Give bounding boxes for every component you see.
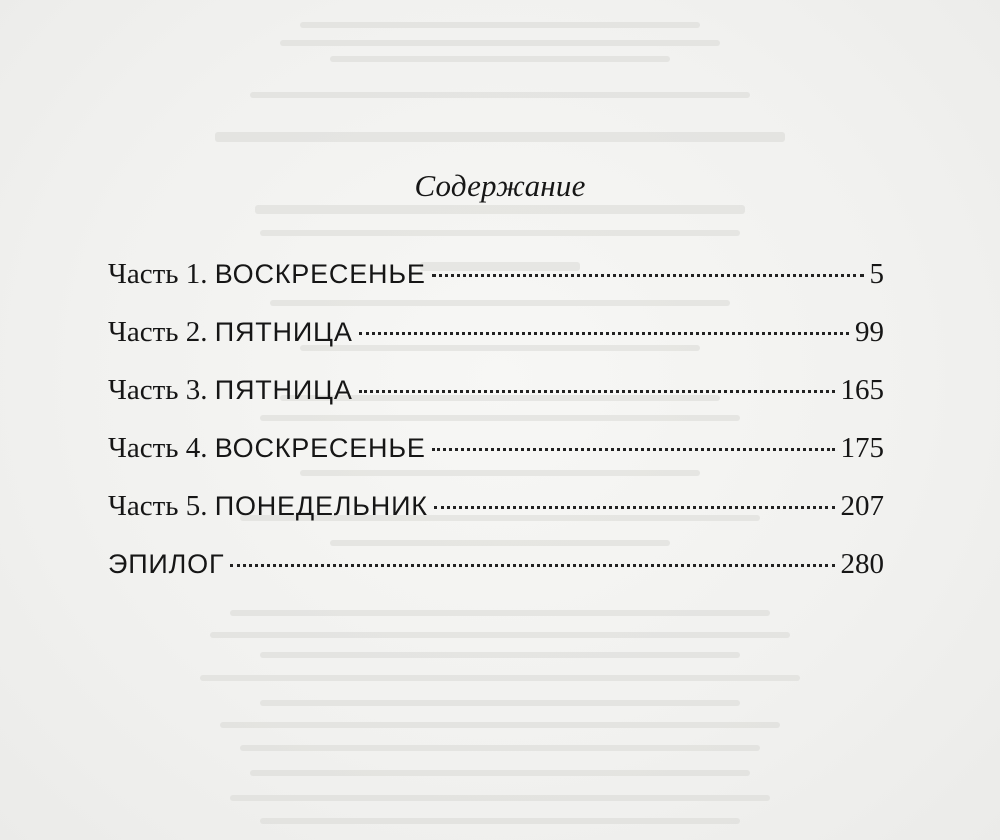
- toc-part-name: ПОНЕДЕЛЬНИК: [214, 491, 428, 521]
- toc-part-name: ЭПИЛОГ: [108, 549, 225, 579]
- toc-page-number: 207: [840, 490, 884, 522]
- toc-part-number: Часть 1.: [108, 258, 208, 290]
- toc-entry-label: [108, 419, 426, 477]
- toc-page-number: 165: [840, 374, 884, 406]
- toc-part-name: ПЯТНИЦА: [214, 317, 353, 347]
- toc-entry-label: [108, 245, 426, 303]
- toc-page-number: 175: [840, 432, 884, 464]
- toc-entry-part-4: [108, 419, 884, 477]
- dot-leader: [434, 506, 835, 509]
- contents-title: Содержание: [414, 168, 586, 203]
- toc-entry-epilogue: [108, 535, 884, 593]
- dot-leader: [230, 564, 834, 567]
- toc-entry-label: [108, 361, 353, 419]
- toc-part-number: Часть 5.: [108, 490, 208, 522]
- table-of-contents: [108, 245, 884, 593]
- toc-part-number: Часть 4.: [108, 432, 208, 464]
- dot-leader: [432, 448, 835, 451]
- dot-leader: [359, 390, 835, 393]
- toc-entry-part-1: [108, 245, 884, 303]
- toc-part-name: ВОСКРЕСЕНЬЕ: [214, 433, 426, 463]
- toc-page-number: 99: [855, 316, 884, 348]
- toc-entry-label: [108, 477, 428, 535]
- toc-entry-part-5: [108, 477, 884, 535]
- dot-leader: [359, 332, 849, 335]
- toc-entry-part-3: [108, 361, 884, 419]
- toc-page-number: 5: [869, 258, 884, 290]
- toc-entry-part-2: [108, 303, 884, 361]
- toc-entry-label: [108, 535, 224, 593]
- toc-part-number: Часть 3.: [108, 374, 208, 406]
- toc-page-number: 280: [840, 548, 884, 580]
- toc-entry-label: [108, 303, 353, 361]
- toc-part-name: ПЯТНИЦА: [214, 375, 353, 405]
- toc-part-name: ВОСКРЕСЕНЬЕ: [214, 259, 426, 289]
- dot-leader: [432, 274, 864, 277]
- toc-part-number: Часть 2.: [108, 316, 208, 348]
